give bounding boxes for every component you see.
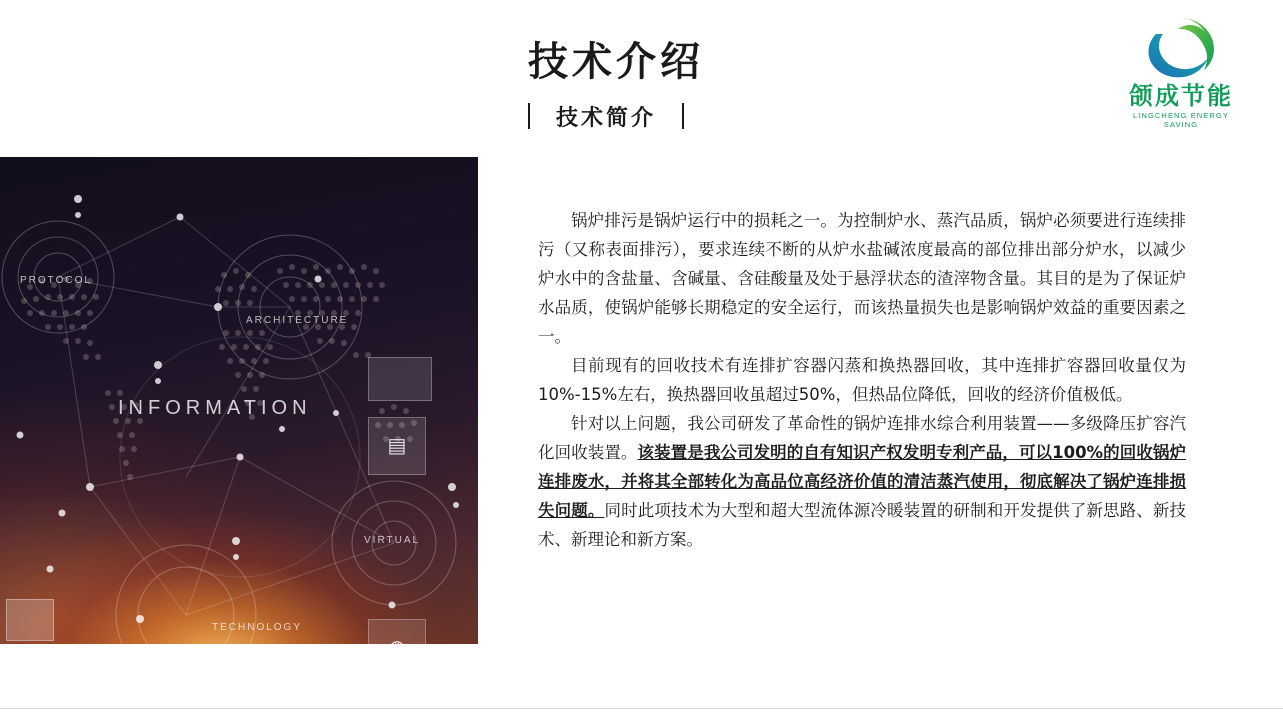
hero-image: [0, 157, 478, 659]
paragraph-1-text: 锅炉排污是锅炉运行中的损耗之一。为控制炉水、蒸汽品质，锅炉必须要进行连续排污（又称表面排污），要求连续不断的从炉水盐碱浓度最高的部位排出部分炉水，以减少炉水中的含盐量、含碱量、含硅酸量及处于悬浮状态的渣滓物含量。其目的是为了保证炉水品质，使锅炉能够长期稳定的安全运行，而该热量损失也是影响锅炉效益的重要因素之一。: [538, 211, 1186, 346]
hero-panel-book-icon: [368, 417, 426, 475]
paragraph-3-text-a: 针对以上问题，我公司研发了革命性的锅炉连排水综合利用装置——多级降压扩容汽化回收装置。: [538, 414, 1186, 462]
page-title: 技术介绍: [528, 39, 704, 85]
paragraph-1: [538, 206, 1186, 351]
paragraph-3-text-b: 同时此项技术为大型和超大型流体源冷暖装置的研制和开发提供了新思路、新技术、新理论和新方案。: [538, 501, 1187, 549]
logo-company-name-cn: 颌成节能: [1129, 82, 1233, 110]
footer-band: [0, 709, 1283, 723]
logo-mark-icon: [1144, 14, 1218, 82]
paragraph-2-text: 目前现有的回收技术有连排扩容器闪蒸和换热器回收，其中连排扩容器回收量仅为10%-15%左右，换热器回收虽超过50%，但热品位降低，回收的经济价值极低。: [538, 356, 1186, 404]
hero-panel-corner: [6, 599, 54, 641]
paragraph-3-text-emphasis: 该装置是我公司发明的自有知识产权发明专利产品，可以100%的回收锅炉连排废水，并将其全部转化为高品位高经济价值的清洁蒸汽使用，彻底解决了锅炉连排损失问题。: [538, 443, 1187, 520]
hero-panel-blank: [368, 357, 432, 401]
book-icon: ▤: [387, 435, 407, 457]
subtitle-row: [528, 102, 1148, 130]
hero-label-technology: TECHNOLOGY: [212, 622, 303, 633]
globe-icon: ◍: [388, 637, 406, 659]
body-content: [538, 206, 1186, 554]
hero-label-virtual: VIRTUAL: [364, 535, 421, 546]
paragraph-3: [538, 409, 1186, 554]
paragraph-2: [538, 351, 1186, 409]
hero-label-information: INFORMATION: [118, 397, 312, 419]
hero-panel-globe-icon: [368, 619, 426, 677]
divider-right: [682, 103, 684, 129]
page-subtitle: 技术简介: [556, 105, 657, 131]
hero-label-protocol: PROTOCOL: [20, 275, 92, 286]
logo-company-name-en: LINGCHENG ENERGY SAVING: [1133, 111, 1229, 130]
title-block: [528, 40, 1148, 130]
hero-label-architecture: ARCHITECTURE: [246, 315, 349, 326]
company-logo: [1117, 14, 1245, 130]
divider-left: [528, 103, 530, 129]
